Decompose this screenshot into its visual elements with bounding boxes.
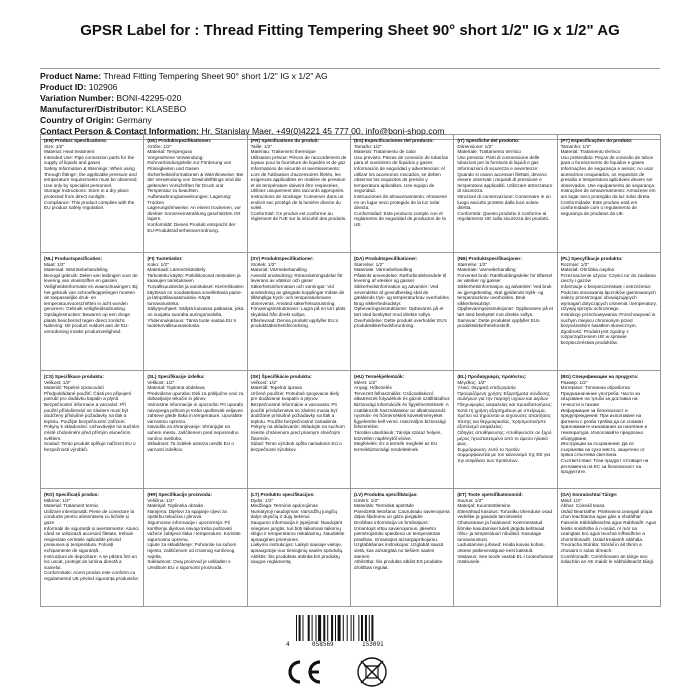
product-meta [40, 66, 660, 142]
spec-cell [558, 135, 661, 253]
spec-cell-line: Συμμόρφωση: Αυτό το προϊόν συμμορφώνεται με τον κανονισμό της ΕΕ για την ασφάλεια των προϊόντων. [457, 446, 552, 463]
spec-cell-line: Vorgesehene Verwendung: Rohrverbindungsteile zur Förderung von Flüssigkeiten und Gasen [147, 154, 233, 171]
spec-cell-line: Materiale: Varmebehandling [457, 267, 516, 273]
spec-cell-line: Faisnéis Sábháilteachta agus Rabhaidh: Agus feistis snáithithe á n-úsáid, ní mór na ceanglais brú agus teochta infheidhme a chomhlíonadh. Úsáid trealamh sábhála. [560, 519, 658, 542]
spec-cell-line: Namjena: Dijelovi za spajanje cijevi za opskrbu tekućina i plinova [147, 508, 229, 520]
meta-variation-number [40, 93, 660, 104]
spec-cell-line: Sukladnost: Ovaj proizvod je usklađen s Uredbom EU o sigurnosti proizvoda. [147, 559, 232, 570]
spec-cell [248, 371, 351, 489]
barcode-bar [299, 615, 301, 641]
spec-cell-line: Laikymo instrukcijos: Laikyti sausoje vietoje, apsaugotoje nuo tiesioginių saulės spindulių. [250, 542, 344, 553]
spec-cell-line: Material: Tratamiento de calor [354, 149, 417, 155]
spec-cell-line: Určené použitie: Potrubné spojovacie diely pre dodávanie kvapalín a plynov [250, 390, 341, 402]
spec-cell-line: Información de seguridad y advertencias: Al utilizar los accesorios roscados, se deben observar los requisitos de presión y temperatura aplicables. Use equipo de seguridad. [354, 165, 447, 194]
spec-cell-line: Předpokládané použití: Části pro připojení potrubí pro dodávku kapalin a plynů [44, 390, 133, 402]
spec-cell [144, 253, 247, 371]
spec-cell-line: Υλικό: Θερμική επεξεργασία [457, 385, 516, 391]
barcode-bar [308, 615, 310, 641]
spec-cell-line: Comhlíonadh: Comhlíonann an táirge seo rialachán an AE maidir le sábháilteacht táirgí. [560, 553, 655, 565]
spec-cell-line: Størrelse: 1/2" [457, 261, 488, 267]
spec-cell-line: Skladnost: Ta izdelek ustreza uredbi EU o varnosti izdelkov. [147, 441, 236, 452]
spec-cell-heading: (FR) Spécifications du produit: [250, 138, 320, 143]
spec-cell-line: Инструкции за съхранение: Да се съхранява на сухо място, защитено от пряка слънчева светлина. [560, 441, 647, 458]
spec-cell-line: Maat: 1/2" [44, 261, 66, 267]
spec-cell-line: Matériau: Traitement thermique [250, 149, 316, 155]
spec-cell-heading: (EN) Product Specifications: [44, 138, 108, 143]
spec-cell [558, 253, 661, 371]
spec-cell-line: Instrukcje przechowywania: Przechowywać w suchym miejscu chronionym przed bezpośrednim światłem słonecznym. [560, 311, 657, 329]
spec-cell [351, 489, 454, 607]
spec-cell-line: Paredzētā lietošana: Cauruļvadu savienojuma daļas šķidrumu un gāzu piegādei [354, 508, 451, 520]
spec-cell-line: Súlad: Tento výrobok spĺňa nariadenie EÚ o bezpečnosti výrobkov. [250, 441, 344, 452]
spec-cell-line: Προοριζόμενη χρήση: Εξαρτήματα σύνδεσης σωλήνων για την παροχή υγρών και αερίων [457, 390, 552, 402]
spec-cell [41, 371, 144, 489]
spec-cell-line: Dydis: 1/2" [250, 497, 274, 503]
spec-cell-heading: (RO) Specificații produs: [44, 492, 99, 497]
meta-label: Manufacturer/Distributor: [40, 104, 144, 114]
spec-cell-heading: (BG) Спецификации на продукта: [560, 374, 639, 379]
spec-cell-line: Tamanho: 1/2" [560, 143, 591, 149]
spec-cell-line: Ábhar: Cóireáil teasa [560, 503, 605, 509]
spec-cell-line: Suurus: 1/2" [457, 497, 483, 503]
spec-cell [454, 489, 557, 607]
barcode-bar [335, 615, 336, 641]
barcode-bar [358, 615, 359, 641]
spec-cell-line: Atbilstība: Šis produkts atbilst ES produktu drošības regulai. [354, 559, 444, 570]
spec-cell-line: Veľkosť: 1/2" [250, 379, 278, 385]
barcode-bar [371, 615, 373, 641]
spec-cell-line: Информация за безопасност и предупреждения: При използване на фитинги с резба трябва да се спазват приложимите изисквания за налягане и температура. Използвайте предпазно оборудване. [560, 407, 649, 441]
spec-cell-heading: (HU) Termékjellemzők: [354, 374, 405, 379]
spec-cell-line: Tamaño: 1/2" [354, 143, 382, 149]
barcode-bar [318, 615, 321, 641]
spec-cell-line: Overholdelse: Dette produkt overholder EU's produktsikkerhedsforordning. [354, 317, 449, 329]
meta-value: Thread Fitting Tempering Sheet 90° short 1/2" IG x 1/2" AG [103, 71, 328, 81]
spec-cell-line: Bezpečnostné informácie a varovania: Pri použití príslušenstva so závitmi musia byť dodržané príslušné požiadavky na tlak a teplotu. Použite bezpečnostné zariadenia. [250, 401, 339, 424]
spec-cell-line: Conformità: Questo prodotto è conforme al regolamento UE sulla sicurezza dei prodotti. [457, 210, 550, 222]
no-household-waste-icon [342, 656, 402, 688]
spec-cell-line: Medžiaga: Terminis apdorojimas [250, 503, 318, 509]
spec-cell-heading: (EL) Προδιαγραφές προϊόντος: [457, 374, 527, 379]
barcode-bar [347, 615, 348, 641]
barcode-bar [365, 615, 367, 641]
spec-cell-heading: (HR) Specifikacije proizvoda: [147, 492, 212, 497]
spec-cell-line: Ladustamise juhised: Hoida kuivas kohas, otsese päikesevalguse eest kaitstult. [457, 542, 546, 553]
spec-cell-line: Instructions de stockage: Conserver dans un endroit sec protégé de la lumière directe du soleil. [250, 193, 345, 211]
spec-cell-line: Material: Temperguss [147, 149, 193, 155]
spec-cell-heading: (ET) Toote spetsifikatsioonid: [457, 492, 523, 497]
barcode-bars [296, 615, 404, 641]
spec-cell [351, 135, 454, 253]
spec-cell-line: Méret: 1/2" [354, 379, 377, 385]
spec-cell-heading: (PL) Specyfikacje produktu: [560, 256, 623, 261]
meta-product-name [40, 71, 660, 82]
spec-cell-heading: (LT) Produkto specifikacijos: [250, 492, 315, 497]
spec-cell-line: Bezpečnostní informace a varování: Při použití příslušenství se závitem musí být dodrženy příslušné požadavky na tlak a teplotu. Použijte bezpečnostní zařízení. [44, 401, 130, 424]
spec-cell-line: Uzglabāšanas instrukcijas: Uzglabāt sausā vietā, kas aizsargāta no tiešiem saules stariem. [354, 542, 445, 559]
spec-cell-heading: (SK) Špecifikácie produktu: [250, 374, 312, 379]
spec-cell-line: Påtænkt anvendelse: Rørforbindelsesdele til levering af væsker og gasser [354, 272, 448, 284]
spec-cell-line: Forventet bruk: Rørtilkoblingsdeler for tilførsel av væsker og gasser [457, 272, 554, 284]
spec-cell-line: Conformidad: Este producto cumple con el reglamento de seguridad de productos de la UE. [354, 210, 448, 227]
spec-cell-line: Treoracha Stórála: Stóráil in áit thirim a chosaint ó solas díreach. [560, 542, 644, 553]
meta-value: Hr. Stanislav Maer, +49(0)4221 45 777 00, info@boni-shop.com [201, 126, 445, 136]
barcode-digits-right: 153091 [362, 641, 384, 648]
spec-cell [41, 489, 144, 607]
spec-cell-heading: (NL) Productspecificaties: [44, 256, 103, 261]
spec-cell [41, 135, 144, 253]
meta-value: 102906 [88, 82, 118, 92]
spec-cell-heading: (LV) Produkta specifikācijas: [354, 492, 418, 497]
spec-cell [248, 135, 351, 253]
spec-cell-line: Storage Instructions: Store in a dry place protected from direct sunlight. [44, 188, 130, 199]
spec-cell-line: Materiał: Obróbka cieplna [560, 267, 615, 273]
spec-cell-line: Instrucciones de almacenamiento: Almacene en un lugar seco protegido de la luz solar directa. [354, 193, 449, 211]
spec-cell-line: Informazioni di sicurezza e avvertenze: Quando si usano accessori filettati, devono essere osservati i requisiti di pressione e temperatura applicabili. Utilizzare attrezzature di sicurezza. [457, 165, 554, 194]
spec-cell-line: Instrucțiuni de depozitare: A se păstra într-un loc uscat, protejat de lumina directă a soarelui. [44, 553, 139, 570]
label-title: GPSR Label for : Thread Fitting Tempering Sheet 90° short 1/2" IG x 1/2" AG [80, 22, 620, 39]
spec-cell-line: Soulad: Tento produkt splňuje nařízení EU o bezpečnosti výrobků. [44, 441, 137, 452]
spec-cell [558, 371, 661, 489]
spec-cell-line: Velikost: 1/2" [44, 379, 71, 385]
meta-country-of-origin [40, 115, 660, 126]
spec-cell-line: Uso previsto: Piezas de conexión de tuberías para el suministro de líquidos y gases [354, 154, 450, 166]
meta-value: BONI-42295-020 [116, 93, 182, 103]
meta-manufacturer [40, 104, 660, 115]
spec-cell-line: Förvaringsinstruktioner: Lagra på en torr plats skyddad från direkt solljus. [250, 306, 347, 317]
barcode-bar [331, 615, 333, 641]
spec-cell-line: Material: Tratament termic [44, 503, 99, 509]
spec-cell-line: Mărime: 1/2" [44, 497, 71, 503]
spec-cell-line: Rozmiar: 1/2" [560, 261, 589, 267]
spec-cell-line: Size: 1/2" [44, 143, 64, 149]
spec-cell-line: Anyag: Hőkezelés [354, 385, 392, 391]
spec-cell-line: Tárolási utasítások: Tárolja száraz helyen, közvetlen napfénytől védve. [354, 429, 444, 441]
spec-cell-line: Utilizare intenționată: Piese de conectare la conducte pentru alimentarea cu lichide și gaze [44, 508, 136, 525]
spec-cell-line: Naleving: Dit product voldoet aan de EU-verordening inzake productveiligheid. [44, 323, 129, 334]
spec-cell-line: Materiāls: Termiskā apstrāde [354, 503, 414, 509]
spec-cell-line: Størrelse: 1/2" [354, 261, 384, 267]
spec-cell-line: Conformité: Ce produit est conforme au règlement de l'UE sur la sécurité des produits. [250, 210, 347, 222]
meta-label: Variation Number: [40, 93, 115, 103]
spec-cell-line: Yhdenmukaisuus: Tämä tuote vastaa EU:n tuoteturvallisuusasetusta. [147, 317, 238, 329]
spec-cell-line: Sikkerhedsinformation og advarsler: Ved anvendelse af gevindbeslag skal de gældende tryk- og temperaturkrav overholdes. Brug sikkerhedsudstyr. [354, 283, 452, 306]
spec-cell-line: Tervezett felhasználás: Csőcsatlakozó alkatrészek folyadékok és gázok szállításához [354, 390, 450, 402]
spec-cell-line: Materiál: Tepelné zpracování [44, 385, 104, 391]
spec-cell-line: Safety Information & Warnings: When using 'through fittings', the applicable pressure and temperature requirements must be observed. Use only by specialist personnel. [44, 165, 140, 188]
spec-cell-line: Avsedd användning: Röranslutningsdelar för leverans av vätskor och gaser [250, 272, 345, 284]
spec-cell-line: Πληροφορίες ασφαλείας και προειδοποιήσεις: Κατά τη χρήση εξαρτημάτων με σπείρωμα, πρέπει να τηρούνται οι ισχύουσες απαιτήσεις πίεσης και θερμοκρασίας. Χρησιμοποιήστε εξοπλισμό ασφαλείας. [457, 401, 554, 430]
spec-cell-heading: (IT) Specifiche del prodotto: [457, 138, 520, 143]
barcode-bar [361, 615, 363, 641]
spec-cell-heading: (FI) Tuotetiedot: [147, 256, 183, 261]
barcode-bar [303, 615, 304, 641]
spec-cell [248, 489, 351, 607]
spec-cell-heading: (ES) Especificaciones del producto: [354, 138, 434, 143]
spec-cell-line: Ettenähtud kasutus: Torustiku ühenduse osad vedelike ja gaaside tarnimiseks [457, 508, 554, 520]
spec-cell-line: Säkerhetsinformation och varningar: Vid användning av gängade kopplingar måste de tillämpliga tryck- och temperaturkraven observeras. Använd säkerhetsutrustning. [250, 283, 346, 306]
barcode-bar [351, 615, 352, 641]
spec-cell-line: Uso previsto: Parti di connessione delle tubazioni per la fornitura di liquidi e gas [457, 154, 541, 166]
spec-cell-line: Upute za skladištenje: Pohranite na suhom mjestu, zaštićenom od izravnog sunčevog svjetla. [147, 542, 238, 559]
barcode-bar [316, 615, 317, 641]
meta-product-id [40, 82, 660, 93]
meta-value: KLASEBO [146, 104, 187, 114]
spec-cell-line: Sicherheitsinformationen & Warnhinweise: Bei der Verwendung von Gewindefittings sind die geltenden Vorschriften für Druck und Temperatur zu beachten. [147, 171, 245, 194]
spec-cell-line: Navodila za shranjevanje: Shranjujte na suhem mestu, zaščitenem pred neposredno sončno svetlobo. [147, 424, 240, 441]
spec-cell-line: Zgodność: Produkt jest zgodny z rozporządzeniem UE w sprawie bezpieczeństwa produktów. [560, 328, 630, 345]
spec-cell-line: Lagerungshinweise: An einem trockenen, vor direkter Sonneneinstrahlung geschützten Ort lagern. [147, 205, 243, 222]
spec-cell [454, 135, 557, 253]
spec-cell-line: Koko: 1/2" [147, 261, 169, 267]
spec-cell-line: Storlek: 1/2" [250, 261, 277, 267]
spec-cell-heading: (DA) Produktspecifikationer: [354, 256, 418, 261]
spec-cell-line: Μέγεθος: 1/2" [457, 379, 487, 385]
spec-cell-heading: (PT) Especificações do produto: [560, 138, 633, 143]
spec-cell-line: Material: Toplotna obdelava [147, 385, 205, 391]
spec-cell [454, 371, 557, 489]
spec-cell [454, 253, 557, 371]
spec-cell-line: Drošības informācija un brīdinājumi: Izmantojot vītņu savienojumus, jāievēro piemērojamās spiediena un temperatūras prasības. Izmantojiet aizsargaprīkojumu. [354, 519, 442, 542]
divider [40, 68, 660, 69]
spec-cell-heading: (CS) Specifikace produktu: [44, 374, 104, 379]
barcode-bar [312, 615, 313, 641]
spec-cell-line: Οδηγίες αποθήκευσης: Αποθηκεύστε σε ξηρό μέρος προστατευμένο από το άμεσο ηλιακό φως. [457, 429, 553, 447]
barcode-bar [296, 615, 297, 641]
spec-cell-line: Atitiktis: Šis produktas atitinka ES produktų saugos reglamentą. [250, 553, 342, 565]
spec-cell-line: Material: Tratamento térmico [560, 149, 621, 155]
spec-cell-line: Numatytoji naudojimas: Vamzdžių jungčių dalys skysčių ir dujų tiekimui [250, 508, 339, 520]
spec-cell-line: Предназначение употреба: Части за свързване на тръби за доставка на течности и газове [560, 390, 642, 407]
barcode-bar [353, 615, 354, 641]
spec-cell-line: Materiál: Tepelná úprava [250, 385, 302, 391]
barcode-digits-middle: 058569 [312, 641, 334, 648]
spec-cell-line: Beoogd gebruik: Delen van leidingen voor de levering van vloeistoffen en gassen [44, 272, 139, 284]
spec-cell-line: Vastavus: See toode vastab EL-i tooteohutuse määrusele. [457, 553, 555, 565]
spec-cell-line: Konformität: Dieses Produkt entspricht der EU-Produktsicherheitsverordnung. [147, 221, 237, 233]
ce-mark-icon [284, 658, 324, 686]
meta-label: Product Name: [40, 71, 102, 81]
spec-cell-line: Размер: 1/2" [560, 379, 588, 385]
meta-label: Country of Origin: [40, 115, 114, 125]
spec-cell-line: Predvidena uporaba: Deli za priključne cevi za dobavljanje tekočin in plinov [147, 390, 245, 402]
spec-cell-line: Instruções de armazenamento: Armazene em um lugar seco protegido da luz solar direta. [560, 188, 657, 199]
barcode-bar [343, 615, 344, 641]
spec-cell-line: Pokyny na skladovanie: Skladujte na suchom mieste chránenom pred priamym slnečným žiarením. [250, 424, 347, 441]
spec-cell-line: Opslaginstructies: Bewaren op een droge plaats beschermd tegen direct zonlicht. [44, 311, 132, 323]
spec-cell-line: Veličina: 1/2" [147, 497, 175, 503]
spec-cell-line: Съответствие: Този продукт отговаря на регламента на ЕС за безопасност на продуктите. [560, 457, 650, 475]
spec-cell-line: Pokyny k skladování: Uchovávejte na suchém místě chráněném před přímým slunečním světlem. [44, 424, 141, 441]
meta-value: Germany [116, 115, 152, 125]
spec-cell-line: Varnostne informacije in opozorila: Pri uporabi navojnega pribora je treba upoštevati veljavne zahteve glede tlaka in temperature. Uporabite varnostno opremo. [147, 401, 245, 424]
spec-cell-line: Velikost: 1/2" [147, 379, 175, 385]
spec-cell-line: Méid: 1/2" [560, 497, 582, 503]
spec-cell-line: Turvallisuustiedot ja varoitukset: Kierreliitosten käytössä on noudatettava sovellettavia paine- ja lämpötilavaatimuksia. Käytä turvavarusteita. [147, 283, 245, 306]
spec-cell-line: Istruzioni di conservazione: Conservare in un luogo asciutto protetto dalla luce solare diretta. [457, 193, 553, 211]
barcode-digit-left: 4 [286, 641, 290, 648]
spec-cell-line: Material: Heat treatment [44, 149, 95, 155]
spec-cell-line: Aufbewahrungsanweisungen: Lagerung: Trocken [147, 193, 233, 205]
spec-cell-line: Przeznaczenie użycia: Części rur do zasilania cieczy i gazów [560, 272, 658, 284]
spec-cell-line: Informations de sécurité et avertissements: Lors de l'utilisation d'accessoires filetés, les exigences applicables en matière de pression et de température doivent être respectées. Utilisez uniquement des raccords appropriés. [250, 165, 347, 194]
spec-cell-line: Materiaal: Warmtebehandeling [44, 267, 108, 273]
spec-cell-line: Informações de segurança e avisos: Ao usar acessórios rosqueados, os requisitos de pressão e temperatura aplicáveis devem ser observados. Use equipamento de segurança. [560, 165, 656, 188]
spec-cell-line: Größe: 1/2" [147, 143, 172, 149]
barcode-bar [323, 615, 325, 641]
spec-cell-heading: (NB) Produktspesifikasjoner: [457, 256, 522, 261]
spec-cell [144, 489, 247, 607]
spec-grid [40, 134, 661, 607]
spec-cell-heading: (GA) Sonraíochtaí Táirge: [560, 492, 618, 497]
spec-cell-line: Izmērs: 1/2" [354, 497, 379, 503]
spec-cell-line: Materiale: Varmebehandling [354, 267, 413, 273]
spec-cell-line: Ohutusteave ja hoiatused: Keermestatud liitmike kasutamisel tuleb järgida kehtivaid rõhu- ja temperatuuri nõudeid. Kasutage turvavarustust. [457, 519, 546, 542]
spec-cell-line: Veiligheidsinformatie en waarschuwingen: Bij het gebruik van schroefkoppelingen moeten de toepasselijke druk- en temperatuurvoorschriften in acht worden genomen. Gebruik veiligheidsuitrusting. [44, 283, 139, 312]
spec-cell-line: Säilytysohjeet: Säilytä kuivassa paikassa, joka on suojattu suoralta auringonvalolta. [147, 306, 245, 317]
spec-cell-line: Materiaali: Lämmönkäsittely [147, 267, 206, 273]
spec-cell-line: Compliance: This product complies with the EU product safety regulation. [44, 199, 136, 211]
spec-cell-line: Conformitate: Acest produs este conform cu regulamentul UE privind siguranța produselor. [44, 570, 140, 581]
spec-cell-line: Megfelelés: Ez a termék megfelel az EU termékbiztonsági rendeletének. [354, 441, 439, 452]
meta-label: Product ID: [40, 82, 87, 92]
barcode-bar [327, 615, 328, 641]
spec-cell [558, 489, 661, 607]
spec-cell-line: Úsáid Beartaithe: Páirteanna ceangail píopa chun leachtanna agus gáis a sholáthar [560, 508, 654, 520]
spec-cell [351, 253, 454, 371]
spec-cell-line: Uso pretendido: Peças de conexão de tubos para o fornecimento de líquidos e gases [560, 154, 655, 166]
spec-cell [41, 253, 144, 371]
barcode [286, 615, 410, 651]
spec-cell-heading: (SV) Produktspecifikationer: [250, 256, 314, 261]
spec-cell-line: Sigurnosne informacije i upozorenja: Pri korištenju dijelova navoja treba poštovati važeće zahtjeve tlaka i temperature. Koristite sigurnosnu opremu. [147, 519, 242, 542]
spec-cell-line: Oppbevaringsinstruksjoner: Oppbevares på et tørt sted beskyttet mot direkte sollys. [457, 306, 555, 317]
spec-cell-line: Tarkoitettu käyttö: Putkiliitososat nesteiden ja kaasujen toimitukseen [147, 272, 242, 284]
spec-cell-line: Материал: Топлинна обработка [560, 385, 630, 391]
spec-cell [144, 135, 247, 253]
spec-cell-heading: (SL) Specifikacije izdelka: [147, 374, 205, 379]
spec-cell-line: Sikkerhetsinformasjon og advarsler: Ved bruk av gjengebeslag, skal gjeldende trykk- og temperaturkrav overholdes. Bruk sikkerhetsutstyr. [457, 283, 553, 306]
spec-cell-line: Efterlevnad: Denna produkt uppfyller EU:s produktsäkerhetsförordning. [250, 317, 340, 329]
spec-cell-line: Intended Use: Pipe connection parts for the supply of liquids and gases [44, 154, 136, 166]
spec-cell-line: Materiale: Trattamento termico [457, 149, 521, 155]
spec-cell [248, 253, 351, 371]
barcode-bar [369, 615, 370, 641]
spec-cell [144, 371, 247, 489]
spec-cell-line: Dimensione: 1/2" [457, 143, 493, 149]
spec-cell-line: Biztonsági információk és figyelmeztetések: A csatlakozók használatakor az alkalmazandó nyomás- és hőmérsékleti követelményeket figyelembe kell venni. Használjon biztonsági felszerelést. [354, 401, 450, 430]
spec-cell-line: Materjal: Kuumtöötlemine [457, 503, 511, 509]
spec-cell-line: Materijal: Toplinska obrada [147, 503, 204, 509]
spec-cell-line: Utilisation prévue: Pièces de raccordement de tuyaux pour la fourniture de liquides et de gaz [250, 154, 348, 166]
spec-cell-line: Saugumo informacija ir įspėjimai: Naudojant sriegines jungtis, turi būti laikomasi taikomų slėgio ir temperatūros reikalavimų. Naudokite apsaugines priemones. [250, 519, 346, 542]
spec-cell [351, 371, 454, 489]
spec-cell-line: Material: Värmebehandling [250, 267, 307, 273]
compliance-marks [284, 656, 414, 690]
spec-cell-line: Informacje o bezpieczeństwie i ostrzeżenia: Podczas stosowania łączników gwintowanych należy przestrzegać obowiązujących wymagań dotyczących ciśnienia i temperatury. Używaj sprzętu ochronnego. [560, 283, 659, 312]
spec-cell-heading: (DE) Produktspezifikationen: [147, 138, 212, 143]
barcode-bar [338, 615, 341, 641]
spec-cell-line: Opbevaringsinstruktioner: Opbevares på et tørt sted beskyttet mod direkte sollys. [354, 306, 445, 317]
spec-cell-line: Samsvar: Dette produktet oppfyller EUs produktsikkerhetsforskrift. [457, 317, 541, 329]
meta-label: Contact Person & Contact Information: [40, 126, 199, 136]
spec-cell-line: Informații de siguranță și avertismente: Atunci când se utilizează accesorii filetate, trebuie respectate cerințele aplicabile privind presiunea și temperatura. Folosiți echipamente de siguranță. [44, 525, 140, 553]
spec-cell-line: Taille: 1/2" [250, 143, 273, 149]
spec-cell-line: Conformidade: Este produto está em conformidade com o regulamento de segurança de produtos da UE. [560, 199, 639, 216]
